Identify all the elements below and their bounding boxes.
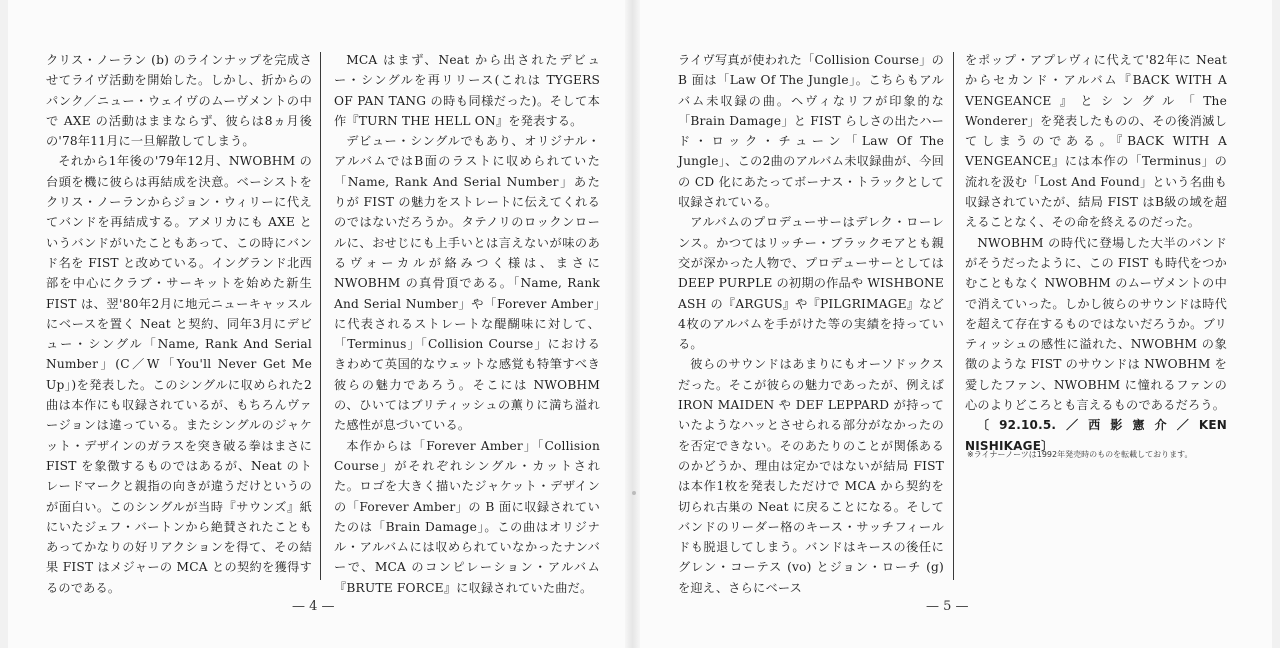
- paragraph: 彼らのサウンドはあまりにもオーソドックスだった。そこが彼らの魅力であったが、例えば IRON MAIDEN や DEF LEPPARD が持っていたようなハッとさせられる部分がなかったのを否定できない。そのあたりのことが関係あるのかどうか、理由は定かではないが結局 FIST は本作1枚を発表しただけで MCA から契約を切られ古巣の Neat に戻ることになる。そしてバンドのリーダー格のキース・サッチフィールドも脱退してしまう。バンドはキースの後任にグレン・コーテス (vo) とジョン・ローチ (g) を迎え、さらにベース: [678, 357, 944, 595]
- paragraph: 本作からは「Forever Amber」「Collision Course」がそれぞれシングル・カットされた。ロゴを大きく描いたジャケット・デザインの「Forever Amber」の B 面に収録されていたのは「Brain Damage」。この曲はオリジナル・アルバムには収められていなかったナンバーで、MCA のコンピレーション・アルバム『BRUTE FORCE』に収録されていた曲だ。: [334, 438, 600, 595]
- author-signature: 〔92.10.5.／西影憲介／KEN NISHIKAGE〕: [965, 418, 1227, 453]
- page-number-left: — 4 —: [292, 599, 335, 614]
- paragraph: それから1年後の'79年12月、NWOBHM の台頭を機に彼らは再結成を決意。ベーシストをクリス・ノーランからジョン・ウィリーに代えてバンドを再結成する。アメリカにも AXE というバンドがいたこともあって、この時にバンド名を FIST と改めている。イングランド北西部を中心にクラブ・サーキットを始めた新生 FIST は、翌'80年2月に地元ニューキャッスルにベースを置く Neat と契約、同年3月にデビュー・シングル「Name, Rank And Serial Number」(C／W「You'll Never Get Me Up」)を発表した。このシングルに収められた2曲は本作にも収録されているが、もちろんヴァージョンは違っている。またシングルのジャケット・デザインのガラスを突き破る拳はまさに FIST を象徴するものではあるが、Neat のトレードマークと親指の向きが違うだけというのが面白い。このシングルが当時『サウンズ』紙にいたジェフ・バートンから絶賛されたこともあってかなりの好リアクションを得て、その結果 FIST はメジャーの MCA との契約を獲得するのである。: [46, 154, 312, 595]
- page-number-right: — 5 —: [926, 599, 969, 614]
- paragraph: MCA はまず、Neat から出されたデビュー・シングルを再リリース(これは TYGERS OF PAN TANG の時も同様だった)。そして本作『TURN THE HELL ON』を発表する。: [334, 53, 600, 128]
- paragraph: ライヴ写真が使われた「Collision Course」の B 面は「Law Of The Jungle」。こちらもアルバム未収録の曲。ヘヴィなリフが印象的な「Brain Damage」と FIST らしさの出たハード・ロック・チューン「Law Of The Jungle」、この2曲のアルバム未収録曲が、今回の CD 化にあたってボーナス・トラックとして収録されている。: [678, 53, 944, 210]
- paragraph: NWOBHM の時代に登場した大半のバンドがそうだったように、この FIST も時代をつかむこともなく NWOBHM のムーヴメントの中で消えていった。しかし彼らのサウンドは時代を超えて存在するものではないだろうか。ブリティッシュの感性に溢れた、NWOBHM の象徴のような FIST のサウンドは NWOBHM を愛したファン、NWOBHM に憧れるファンの心のよりどころとも言えるものであるだろう。: [965, 235, 1227, 413]
- column-divider: [320, 52, 321, 580]
- page-gutter: [625, 0, 640, 648]
- text-column-3: [678, 50, 944, 598]
- paragraph: クリス・ノーラン (b) のラインナップを完成させてライヴ活動を開始した。しかし、折からのパンク／ニュー・ウェイヴのムーヴメントの中で AXE の活動はままならず、彼らは8ヵ月後の'78年11月に一旦解散してしまう。: [46, 53, 312, 149]
- text-column-2: [334, 50, 600, 598]
- column-divider: [953, 52, 954, 580]
- paragraph: デビュー・シングルでもあり、オリジナル・アルバムではB面のラストに収められていた「Name, Rank And Serial Number」あたりが FIST の魅力をストレートに伝えてくれるのではないだろうか。タテノリのロックンロールに、おせじにも上手いとは言えないが味のあるヴォーカルが絡みつく様は、まさに NWOBHM の真骨頂である。「Name, Rank And Serial Number」や「Forever Amber」に代表されるストレートな醍醐味に対して、「Terminus」「Collision Course」におけるきわめて英国的なウェットな感覚も特筆すべき彼らの魅力であろう。そこには NWOBHM の、ひいてはブリティッシュの薫りに満ち溢れた感性が息づいている。: [334, 134, 600, 433]
- reprint-note: ※ライナーノーツは1992年発売時のものを転載しております。: [967, 450, 1193, 459]
- text-column-1: [46, 50, 312, 598]
- text-column-4: [965, 50, 1227, 456]
- paragraph: をポップ・アプレヴィに代えて'82年に Neat からセカンド・アルバム『BACK WITH A VENGEANCE』とシングル「The Wonderer」を発表したものの、その後消滅してしまうのである。『BACK WITH A VENGEANCE』には本作の「Terminus」の流れを汲む「Lost And Found」という名曲も収録されていたが、結局 FIST はB級の域を超えることなく、その命を終えるのだった。: [965, 53, 1227, 230]
- paragraph: アルバムのプロデューサーはデレク・ローレンス。かつてはリッチー・ブラックモアとも親交が深かった人物で、プロデューサーとしては DEEP PURPLE の初期の作品や WISHBONE ASH の『ARGUS』や『PILGRIMAGE』など4枚のアルバムを手がけた等の実績を持っている。: [678, 215, 944, 352]
- scan-mark: [632, 491, 636, 495]
